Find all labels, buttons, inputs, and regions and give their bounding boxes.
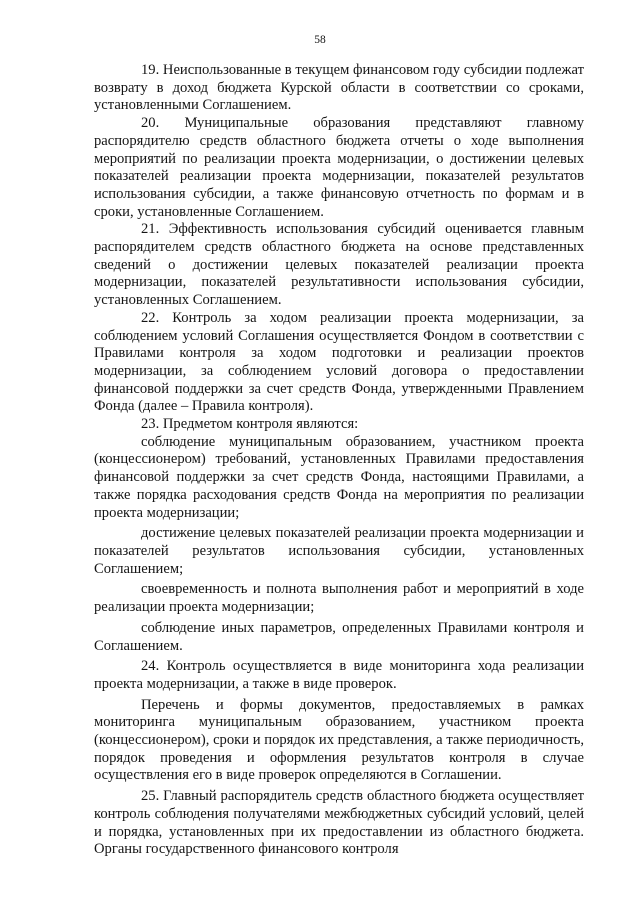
paragraph-documents-list: Перечень и формы документов, предоставляемых в рамках мониторинга муниципальным образованием, участником проекта (концессионером), сроки и порядок их представления, а также периодичность, порядок проведения и оформления результатов контроля в случае осуществления его в виде проверок определяются в Соглашении. [94,696,584,784]
paragraph-21: 21. Эффективность использования субсидий оценивается главным распорядителем средств областного бюджета на основе представленных сведений о достижении целевых показателей реализации проекта модернизации, показателей результативности использования субсидии, установленных Соглашением. [94,221,584,309]
paragraph-23: 23. Предметом контроля являются: [141,416,359,433]
page-number: 58 [314,34,326,46]
paragraph-20: 20. Муниципальные образования представляют главному распорядителю средств областного бюджета отчеты о ходе выполнения мероприятий по реализации проекта модернизации, о достижении целевых показателей реализации проекта модернизации, показателей результатов использования субсидии, а также финансовую отчетность по формам и в сроки, установленные Соглашением. [94,115,584,220]
paragraph-24: 24. Контроль осуществляется в виде мониторинга хода реализации проекта модернизации, а также в виде проверок. [94,658,584,692]
control-item-compliance: соблюдение муниципальным образованием, участником проекта (концессионером) требований, установленных Правилами предоставления финансовой поддержки за счет средств Фонда, настоящими Правилами, а также порядка расходования средств Фонда на мероприятия по реализации проекта модернизации; [94,433,584,521]
control-item-other-parameters: соблюдение иных параметров, определенных Правилами контроля и Соглашением. [94,619,584,654]
document-body [94,62,584,859]
paragraph-25: 25. Главный распорядитель средств областного бюджета осуществляет контроль соблюдения получателями межбюджетных субсидий условий, целей и порядка, установленных при их предоставлении из областного бюджета. Органы государственного финансового контроля [94,788,584,858]
paragraph-19: 19. Неиспользованные в текущем финансовом году субсидии подлежат возврату в доход бюджета Курской области в соответствии со сроками, установленными Соглашением. [94,62,584,114]
paragraph-22: 22. Контроль за ходом реализации проекта модернизации, за соблюдением условий Соглашения осуществляется Фондом в соответствии с Правилами контроля за ходом подготовки и реализации проектов модернизации, за соблюдением условий договора о предоставлении финансовой поддержки за счет средств Фонда, утвержденными Правлением Фонда (далее – Правила контроля). [94,309,584,415]
control-item-timeliness: своевременность и полнота выполнения работ и мероприятий в ходе реализации проекта модернизации; [94,581,584,616]
control-item-targets: достижение целевых показателей реализации проекта модернизации и показателей результатов использования субсидии, установленных Соглашением; [94,525,584,577]
